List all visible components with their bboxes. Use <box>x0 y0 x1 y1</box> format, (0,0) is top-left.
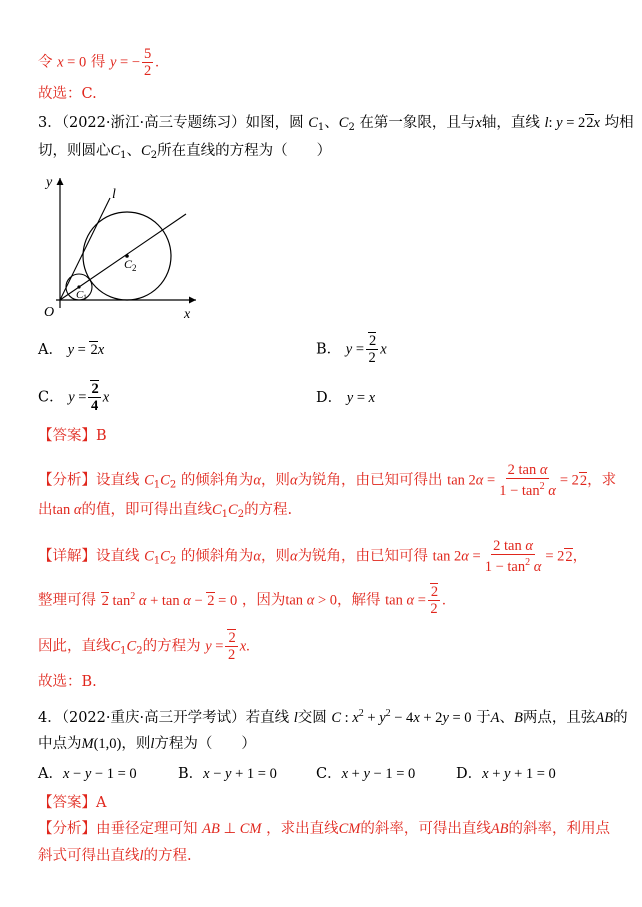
q4-option-d[interactable]: D．x + y + 1 = 0 <box>456 766 556 782</box>
q4-option-b[interactable]: B．x − y + 1 = 0 <box>178 766 277 782</box>
q3-analysis-line-1: 【分析】设直线 $C_1C_2$ 的倾斜角为α，则α为锐角，由已知可得出 tan 2α = $\frac{\text{2 tan α}}{1 - \tan^2 \alpha}$ = 22，求 <box>38 462 617 499</box>
q4-stem-line-2: 中点为M(1,0)，则l方程为（ ） <box>38 736 256 752</box>
q3-stem-line-2: 切，则圆心$C_1$、$C_2$所在直线的方程为（ ） <box>38 143 332 161</box>
q3-option-c[interactable]: C． y = $\frac{2}{4}$ x <box>38 381 110 414</box>
geometry-figure <box>36 168 206 318</box>
c1-subscript: 1 <box>83 293 87 302</box>
q4-analysis-line-2: 斜式可得出直线l的方程. <box>38 848 192 864</box>
q4-option-c[interactable]: C．x + y − 1 = 0 <box>316 766 416 782</box>
q3-answer: 【答案】B <box>38 428 107 444</box>
solution-line-1: 令 x = 0 得 y = − $\frac{5}{2}$ . <box>38 46 159 79</box>
q3-option-a[interactable]: A． y = 2x <box>38 342 105 358</box>
q3-final: 故选：B. <box>38 674 97 690</box>
q3-detail-line-2: 整理可得 2 $\tan^2 \alpha + \tan \alpha - 2 = 0$ ，因为tan α > 0，解得 tan α = $\frac{2}{2}$ . <box>38 584 446 617</box>
line-l <box>60 198 110 300</box>
q4-analysis-line-1: 【分析】由垂径定理可知 AB ⊥ CM ，求出直线CM的斜率，可得出直线AB的斜率，利用点 <box>38 821 611 837</box>
q3-detail-line-3: 因此，直线$C_1C_2$的方程为 y = $\frac{2}{2}$ x. <box>38 630 250 663</box>
q3-detail-line-1: 【详解】设直线 $C_1C_2$ 的倾斜角为α，则α为锐角，由已知可得 tan 2α = $\frac{\text{2 tan α}}{1 - \tan^2 \alpha}$ = 22， <box>38 538 588 575</box>
svg-text:O: O <box>44 305 55 318</box>
q3-stem-line-1: 3．（2022·浙江·高三专题练习）如图，圆 $C_1$、$C_2$ 在第一象限，且与x轴，直线 l: y = 22x 均相 <box>38 115 634 133</box>
q4-answer: 【答案】A <box>38 795 107 811</box>
svg-text:C: C <box>124 257 133 271</box>
svg-text:l: l <box>112 187 116 202</box>
q3-option-b[interactable]: B． y = $\frac{2}{2}$ x <box>316 333 387 366</box>
svg-text:C: C <box>76 289 84 301</box>
q3-option-d[interactable]: D． y = x <box>316 390 376 406</box>
svg-text:y: y <box>46 175 53 190</box>
solution-line-2: 故选：C. <box>38 86 97 102</box>
q4-option-a[interactable]: A．x − y − 1 = 0 <box>38 766 137 782</box>
q4-stem-line-1: 4．（2022·重庆·高三开学考试）若直线 l交圆 C : $x^2 + y^2 - 4x + 2y = 0$ 于A、B两点，且弦AB的 <box>38 708 628 726</box>
q3-analysis-line-2: 出tan α的值，即可得出直线$C_1C_2$的方程. <box>38 502 293 520</box>
c2-subscript: 2 <box>132 263 137 273</box>
svg-text:x: x <box>184 307 191 318</box>
